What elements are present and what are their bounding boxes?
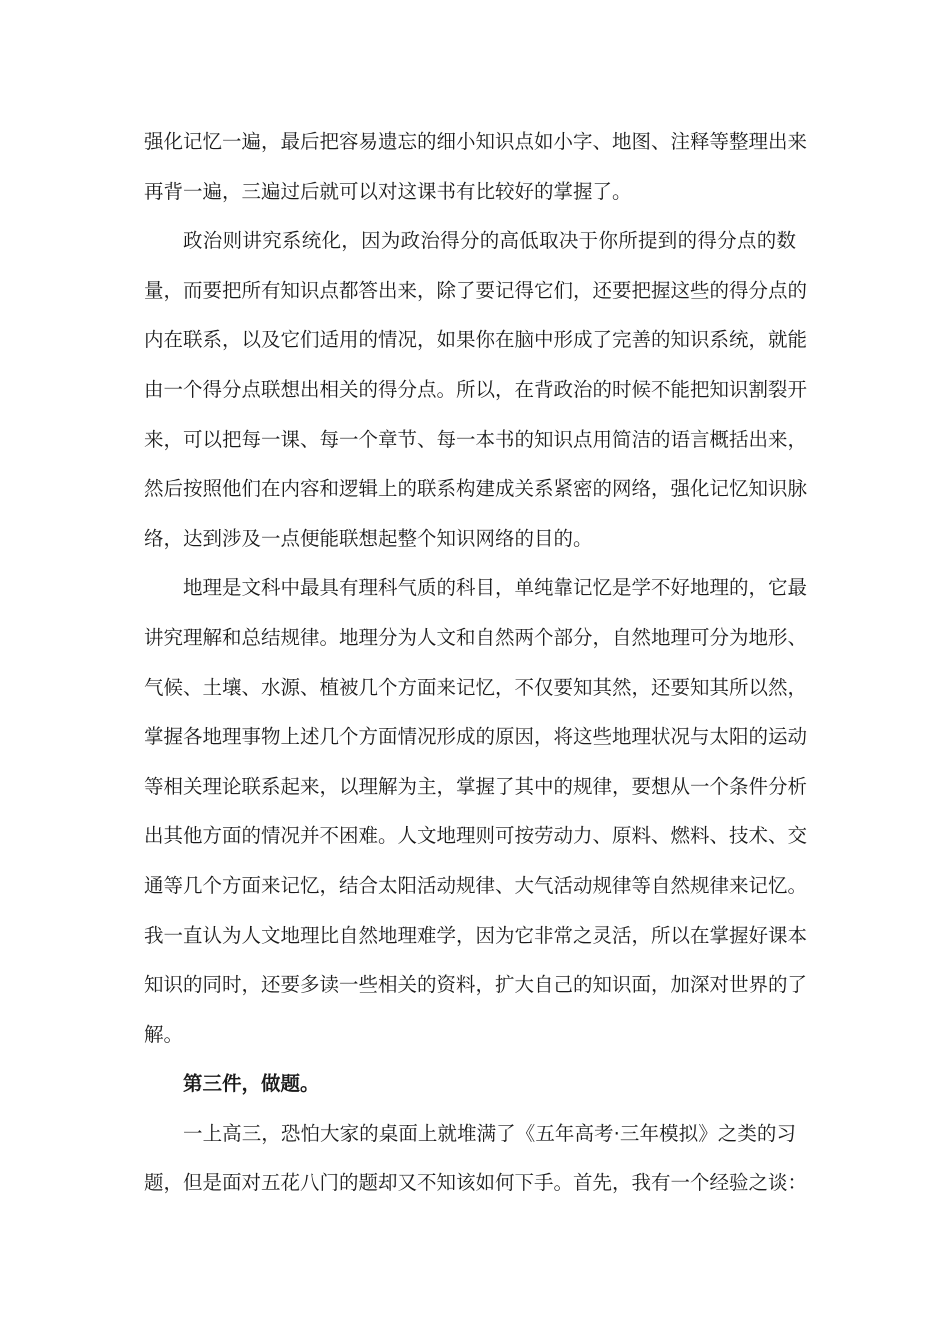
text-line: 政治则讲究系统化，因为政治得分的高低取决于你所提到的得分点的数 [183,229,796,253]
text-line: 量，而要把所有知识点都答出来，除了要记得它们，还要把握这些的得分点的 [144,278,808,302]
text-line: 我一直认为人文地理比自然地理难学，因为它非常之灵活，所以在掌握好课本 [144,923,808,947]
text-line: 强化记忆一遍，最后把容易遗忘的细小知识点如小字、地图、注释等整理出来 [144,130,808,153]
text-line: 一上高三，恐怕大家的桌面上就堆满了《五年高考·三年模拟》之类的习 [183,1121,796,1145]
document-body [144,117,808,1208]
text-line: 再背一遍，三遍过后就可以对这课书有比较好的掌握了。 [144,179,632,203]
text-line: 题，但是面对五花八门的题却又不知该如何下手。首先，我有一个经验之谈： [144,1171,808,1195]
text-line: 出其他方面的情况并不困难。人文地理则可按劳动力、原料、燃料、技术、交 [144,824,808,848]
text-line: 讲究理解和总结规律。地理分为人文和自然两个部分，自然地理可分为地形、 [144,625,808,649]
text-line: 络，达到涉及一点便能联想起整个知识网络的目的。 [144,526,593,550]
text-line: 来，可以把每一课、每一个章节、每一本书的知识点用简洁的语言概括出来， [144,427,808,451]
text-line: 掌握各地理事物上述几个方面情况形成的原因，将这些地理状况与太阳的运动 [144,725,808,749]
text-line: 通等几个方面来记忆，结合太阳活动规律、大气活动规律等自然规律来记忆。 [144,873,808,897]
text-line: 气候、土壤、水源、植被几个方面来记忆，不仅要知其然，还要知其所以然， [144,675,808,699]
text-line: 然后按照他们在内容和逻辑上的联系构建成关系紧密的网络，强化记忆知识脉 [144,477,808,501]
text-line: 由一个得分点联想出相关的得分点。所以，在背政治的时候不能把知识割裂开 [144,377,808,401]
text-line: 等相关理论联系起来，以理解为主，掌握了其中的规律，要想从一个条件分析 [144,774,808,798]
text-line: 地理是文科中最具有理科气质的科目，单纯靠记忆是学不好地理的，它最 [183,576,808,600]
section-heading: 第三件，做题。 [183,1072,320,1096]
text-line: 解。 [144,1022,184,1046]
text-line: 内在联系，以及它们适用的情况，如果你在脑中形成了完善的知识系统，就能 [144,328,808,352]
text-line: 知识的同时，还要多读一些相关的资料，扩大自己的知识面，加深对世界的了 [144,973,808,997]
